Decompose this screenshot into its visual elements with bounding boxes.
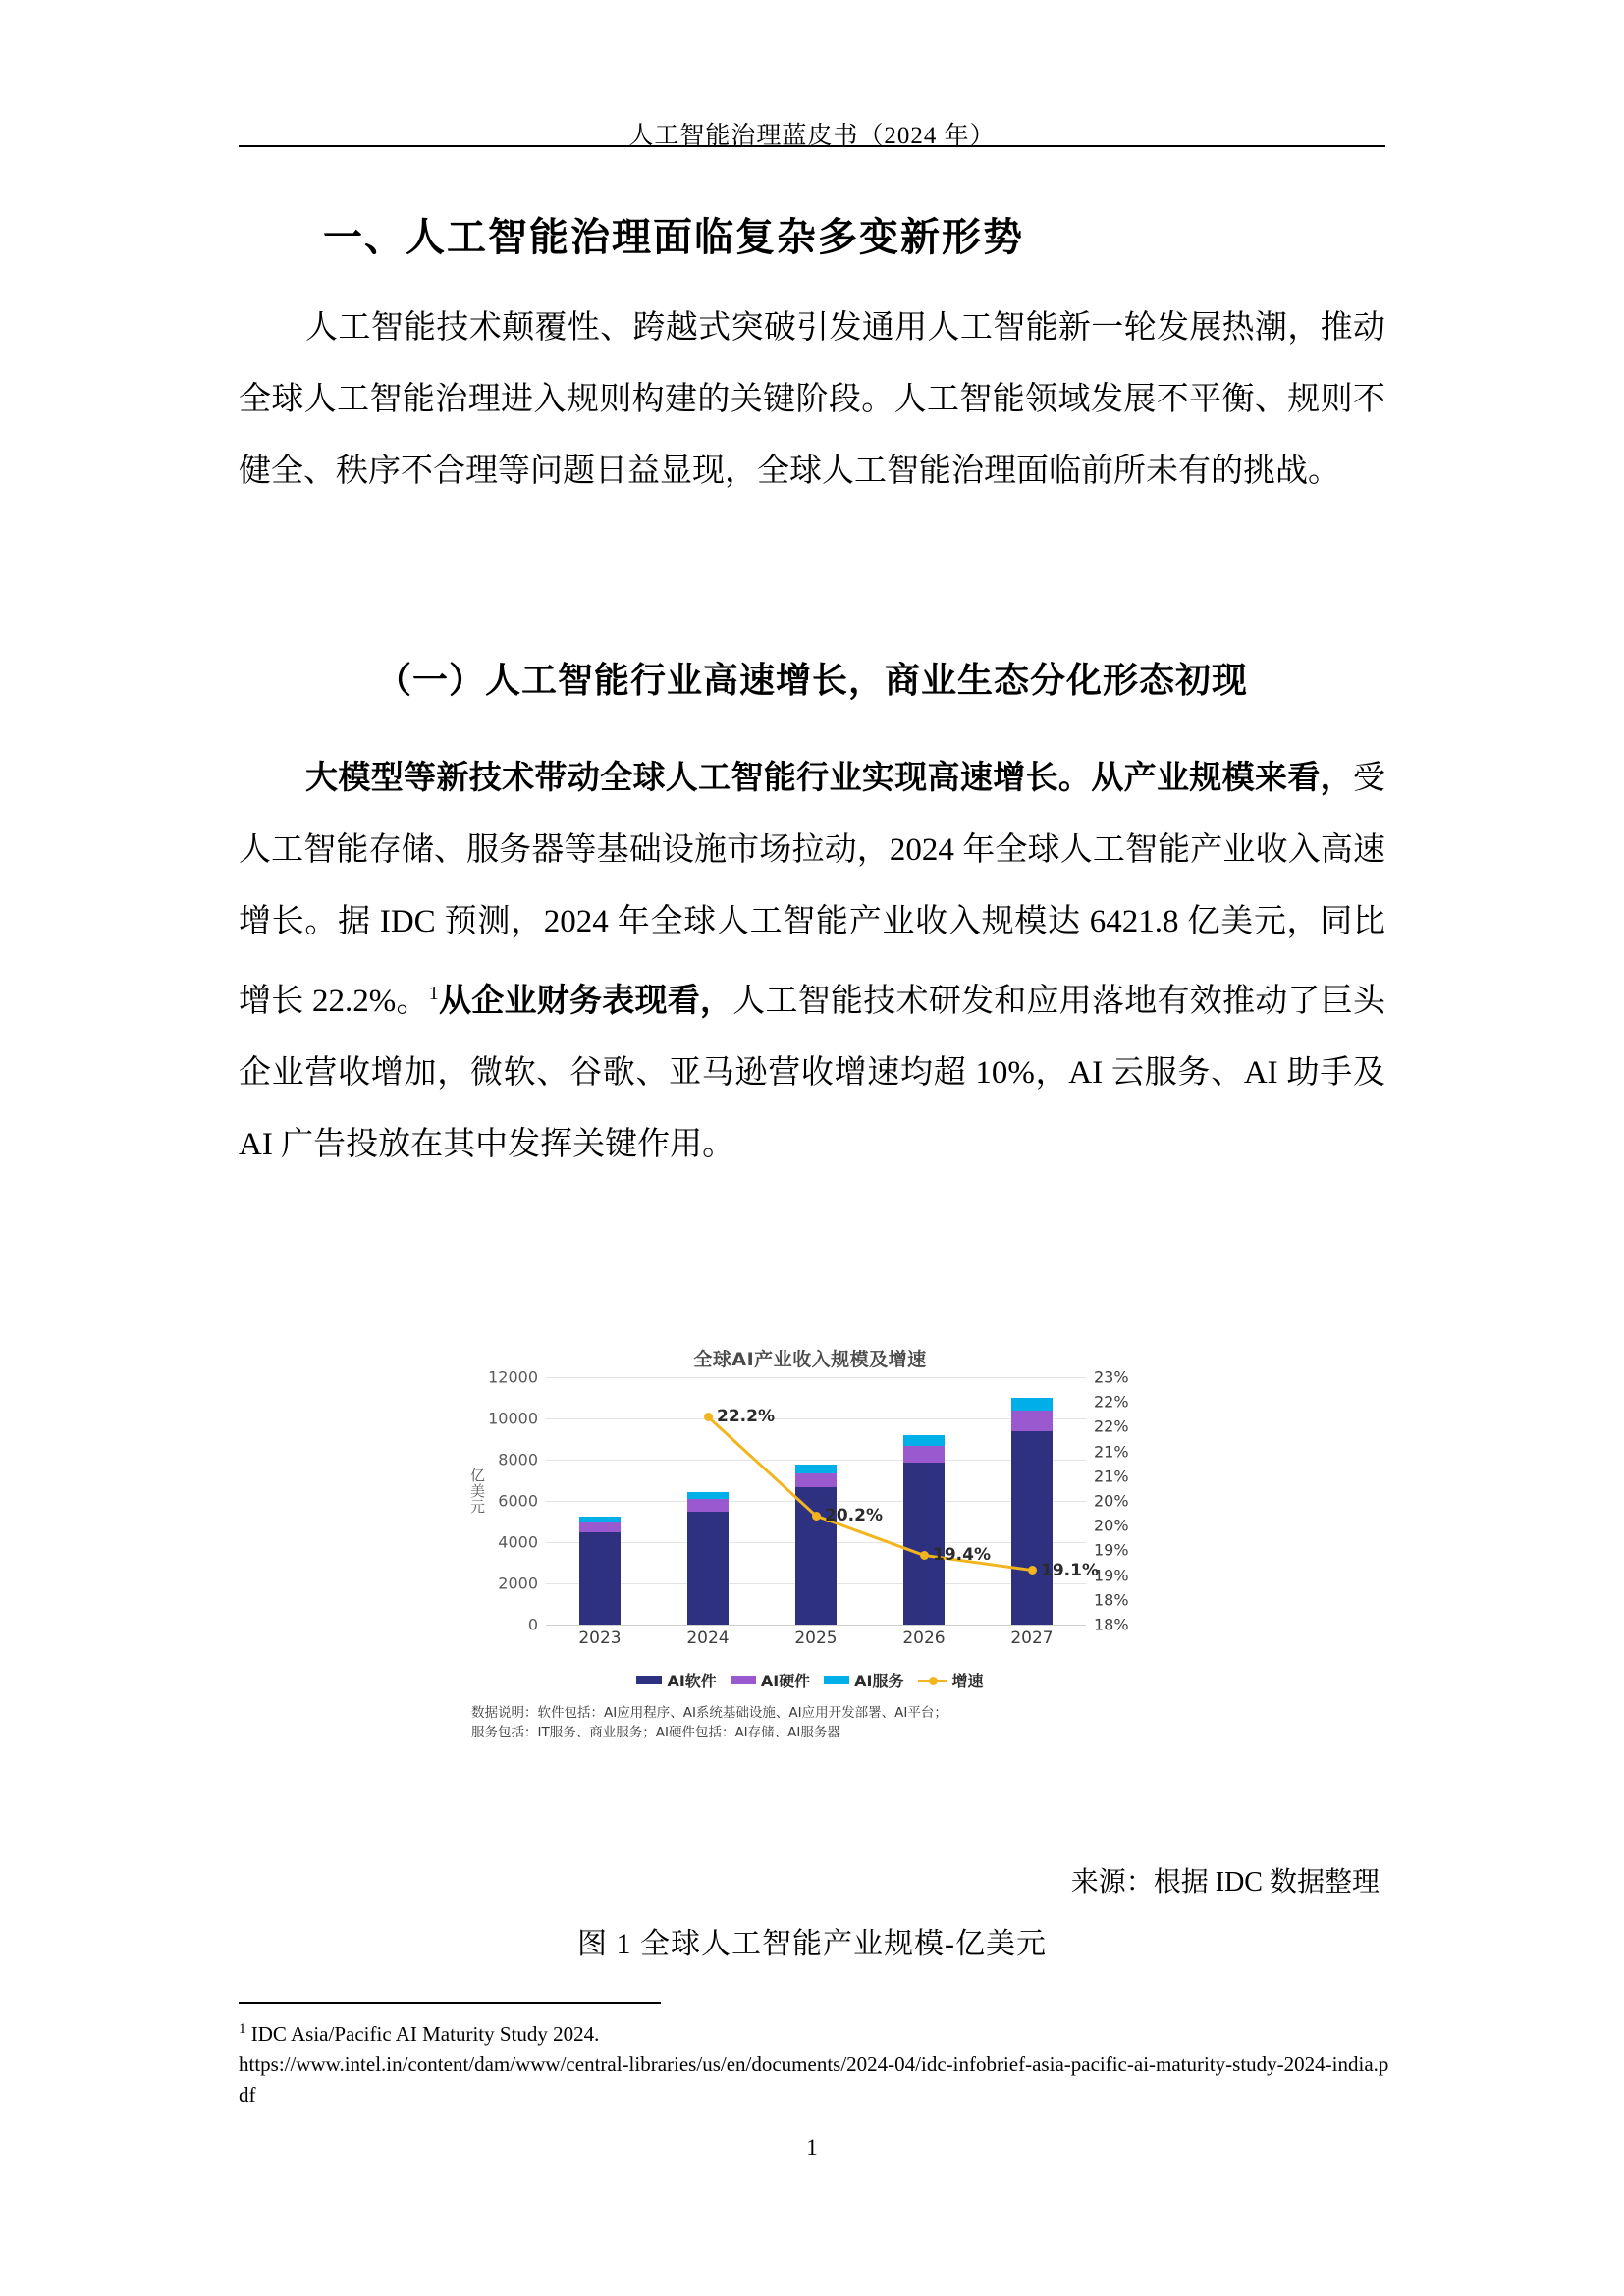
x-tick-label: 2026 [902,1629,946,1648]
y2-tick-label: 20% [1094,1491,1129,1511]
bar-cell[interactable] [981,1377,1084,1625]
line-data-label: 20.2% [825,1506,883,1526]
footnote-reference: 1 [428,983,439,1004]
y2-tick-label: 23% [1094,1367,1129,1387]
stacked-bar[interactable] [903,1435,945,1625]
chart-plot-area [468,1367,1149,1657]
x-tick-label: 2023 [578,1629,622,1648]
y2-tick-label: 20% [1094,1516,1129,1535]
x-axis-ticks [546,1629,1086,1648]
footnote-rule [239,2002,661,2004]
bar-segment [1011,1411,1053,1431]
page-number: 1 [806,2135,818,2160]
bar-segment [1011,1431,1053,1625]
plain-text-2: 人工智能技术研发和应用落地有效推动了巨头企业营收增加，微软、谷歌、亚马逊营收增速均超 10%，AI 云服务、AI 助手及 AI 广告投放在其中发挥关键作用。 [239,984,1385,1162]
bar-segment [687,1492,729,1499]
bar-segment [903,1435,945,1446]
chart-note-line-1: 数据说明：软件包括：AI应用程序、AI系统基础设施、AI应用开发部署、AI平台； [471,1705,947,1721]
chart-note-line-2: 服务包括：IT服务、商业服务；AI硬件包括：AI存储、AI服务器 [471,1725,840,1740]
y2-tick-label: 21% [1094,1442,1129,1462]
bar-cell[interactable] [549,1377,652,1625]
bold-lead-2: 从企业财务表现看， [438,981,733,1019]
chart-note [471,1703,1149,1742]
y2-tick-label: 22% [1094,1416,1129,1436]
y-axis-left-ticks [471,1367,542,1634]
stacked-bar[interactable] [795,1465,837,1625]
y2-tick-label: 19% [1094,1566,1129,1585]
figure-chart [468,1345,1149,1742]
header-rule [239,145,1385,147]
subsection-heading: （一）人工智能行业高速增长，商业生态分化形态初现 [375,660,1248,701]
bar-segment [795,1487,837,1625]
footnote-block [239,2014,1397,2110]
legend-swatch [824,1676,849,1684]
bold-lead-1: 大模型等新技术带动全球人工智能行业实现高速增长。从产业规模来看， [305,758,1353,796]
footnote-url[interactable]: https://www.intel.in/content/dam/www/central-libraries/us/en/documents/2024-04/idc-infobrief-asia-pacific-ai-maturity-study-2024-india.pdf [239,2053,1389,2107]
footnote-marker: 1 [239,2021,246,2037]
y2-tick-label: 21% [1094,1467,1129,1486]
y-tick-label: 0 [527,1615,538,1634]
x-tick-label: 2025 [794,1629,838,1648]
stacked-bar[interactable] [579,1517,621,1625]
paragraph-industry-growth [239,741,1385,1181]
legend-label: 增速 [951,1672,984,1690]
legend-label: AI服务 [854,1672,904,1690]
y-tick-label: 4000 [498,1532,538,1552]
legend-item[interactable] [636,1669,716,1691]
running-header: 人工智能治理蓝皮书（2024 年） [628,123,996,149]
chart-title: 全球AI产业收入规模及增速 [693,1349,927,1370]
bar-segment [1011,1398,1053,1411]
bar-cell[interactable] [765,1377,868,1625]
chart-legend [471,1669,1149,1691]
line-data-label: 22.2% [717,1407,775,1427]
legend-label: AI软件 [667,1672,717,1690]
plot-region [546,1377,1099,1625]
y-axis-title: 亿美元 [468,1468,486,1515]
legend-line-marker-icon [918,1676,947,1685]
plain-text-1: 受人工智能存储、服务器等基础设施市场拉动，2024 年全球人工智能产业收入高速增长。据 IDC 预测，2024 年全球人工智能产业收入规模达 6421.8 亿美元，同比增长 22.2%。 [239,761,1385,1019]
bar-cell[interactable] [657,1377,760,1625]
y-tick-label: 12000 [488,1367,538,1387]
y-tick-label: 6000 [498,1491,538,1511]
y2-tick-label: 18% [1094,1615,1129,1634]
y-tick-label: 2000 [498,1574,538,1593]
x-tick-label: 2027 [1010,1629,1054,1648]
y2-tick-label: 18% [1094,1590,1129,1610]
paragraph-intro: 人工智能技术颠覆性、跨越式突破引发通用人工智能新一轮发展热潮，推动全球人工智能治理进入规则构建的关键阶段。人工智能领域发展不平衡、规则不健全、秩序不合理等问题日益显现，全球人工智能治理面临前所未有的挑战。 [239,310,1385,489]
bar-segment [687,1499,729,1512]
bar-segment [687,1512,729,1626]
x-tick-label: 2024 [686,1629,730,1648]
stacked-bar[interactable] [687,1492,729,1625]
line-data-label: 19.4% [933,1545,991,1566]
figure-source: 来源：根据 IDC 数据整理 [1070,1867,1380,1897]
y-tick-label: 8000 [498,1450,538,1469]
legend-swatch [636,1676,662,1684]
legend-swatch [731,1676,756,1684]
y2-tick-label: 22% [1094,1392,1129,1412]
line-data-label: 19.1% [1041,1560,1099,1580]
figure-caption: 图 1 全球人工智能产业规模-亿美元 [577,1928,1047,1960]
bar-segment [903,1463,945,1625]
legend-item[interactable] [731,1669,810,1691]
legend-item[interactable] [824,1669,903,1691]
stacked-bar[interactable] [1011,1398,1053,1625]
bar-segment [903,1446,945,1463]
y-tick-label: 10000 [488,1409,538,1428]
bar-segment [795,1473,837,1488]
section-heading: 一、人工智能治理面临复杂多变新形势 [323,215,1024,260]
legend-label: AI硬件 [760,1672,811,1690]
y2-tick-label: 19% [1094,1540,1129,1560]
legend-item-growth[interactable] [918,1669,984,1691]
bar-segment [579,1532,621,1626]
bar-segment [795,1465,837,1473]
footnote-text: IDC Asia/Pacific AI Maturity Study 2024. [250,2022,600,2046]
bar-group [546,1377,1086,1625]
bar-segment [579,1522,621,1531]
y-axis-right-ticks [1088,1367,1149,1634]
bar-cell[interactable] [873,1377,976,1625]
